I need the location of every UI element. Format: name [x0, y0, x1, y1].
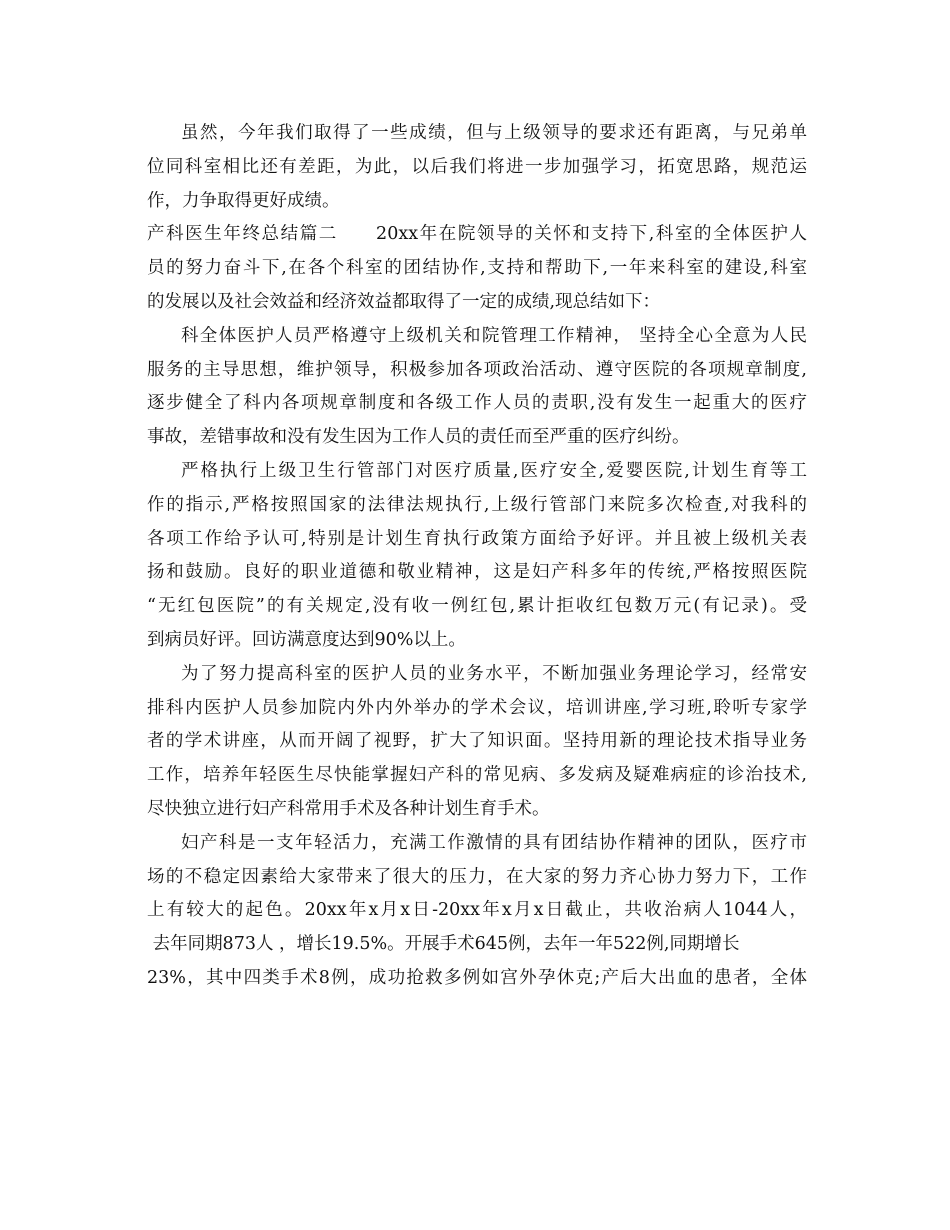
text-line: 员的努力奋斗下,在各个科室的团结协作,支持和帮助下,一年来科室的建设,科室	[147, 258, 807, 279]
text-line: 23%，其中四类手术8例，成功抢救多例如宫外孕休克;产后大出血的患者，全体	[147, 967, 807, 988]
text-line: 事故，差错事故和没有发生因为工作人员的责任而至严重的医疗纠纷。	[147, 427, 690, 448]
text-line: 服务的主导思想，维护领导，积极参加各项政治活动、遵守医院的各项规章制度,	[147, 359, 807, 380]
text-line: 排科内医护人员参加院内外内外举办的学术会议，培训讲座,学习班,聆听专家学	[147, 697, 807, 718]
text-line: 逐步健全了科内各项规章制度和各级工作人员的责职,没有发生一起重大的医疗	[147, 393, 807, 414]
text-line: 严格执行上级卫生行管部门对医疗质量,医疗安全,爱婴医院,计划生育等工	[181, 460, 807, 481]
text-line: 工作，培养年轻医生尽快能掌握妇产科的常见病、多发病及疑难病症的诊治技术,	[147, 765, 807, 786]
text-line: 为了努力提高科室的医护人员的业务水平，不断加强业务理论学习，经常安	[181, 663, 807, 684]
text-line: 虽然，今年我们取得了一些成绩，但与上级领导的要求还有距离，与兄弟单	[181, 123, 807, 143]
text-line: 者的学术讲座，从而开阔了视野，扩大了知识面。坚持用新的理论技术指导业务	[147, 731, 807, 752]
text-line: “无红包医院”的有关规定,没有收一例红包,累计拒收红包数万元(有记录)。受	[147, 596, 807, 617]
text-line: 各项工作给予认可,特别是计划生育执行政策方面给予好评。并且被上级机关表	[147, 528, 807, 549]
text-line: 作的指示,严格按照国家的法律法规执行,上级行管部门来院多次检查,对我科的	[147, 494, 807, 515]
text-line: 去年同期873人 ，增长19.5%。开展手术645例，去年一年522例,同期增长	[147, 934, 740, 955]
text-line: 科全体医护人员严格遵守上级机关和院管理工作精神， 坚持全心全意为人民	[181, 325, 807, 346]
document-body	[147, 117, 807, 996]
text-line: 的发展以及社会效益和经济效益都取得了一定的成绩,现总结如下：	[147, 291, 661, 312]
text-line: 位同科室相比还有差距，为此，以后我们将进一步加强学习，拓宽思路，规范运	[147, 156, 807, 177]
text-line: 到病员好评。回访满意度达到90%以上。	[147, 629, 466, 650]
text-line: 扬和鼓励。良好的职业道德和敬业精神，这是妇产科多年的传统,严格按照医院	[147, 562, 807, 583]
text-line: 妇产科是一支年轻活力，充满工作激情的具有团结协作精神的团队，医疗市	[181, 832, 807, 853]
text-line: 场的不稳定因素给大家带来了很大的压力，在大家的努力齐心协力努力下，工作	[147, 866, 807, 887]
text-line: 作，力争取得更好成绩。	[147, 190, 340, 211]
text-line: 产科医生年终总结篇二 20xx年在院领导的关怀和支持下,科室的全体医护人	[147, 224, 807, 245]
text-line: 上有较大的起色。20xx年x月x日-20xx年x月x日截止，共收治病人1044人，	[147, 900, 807, 921]
text-line: 尽快独立进行妇产科常用手术及各种计划生育手术。	[147, 798, 550, 819]
